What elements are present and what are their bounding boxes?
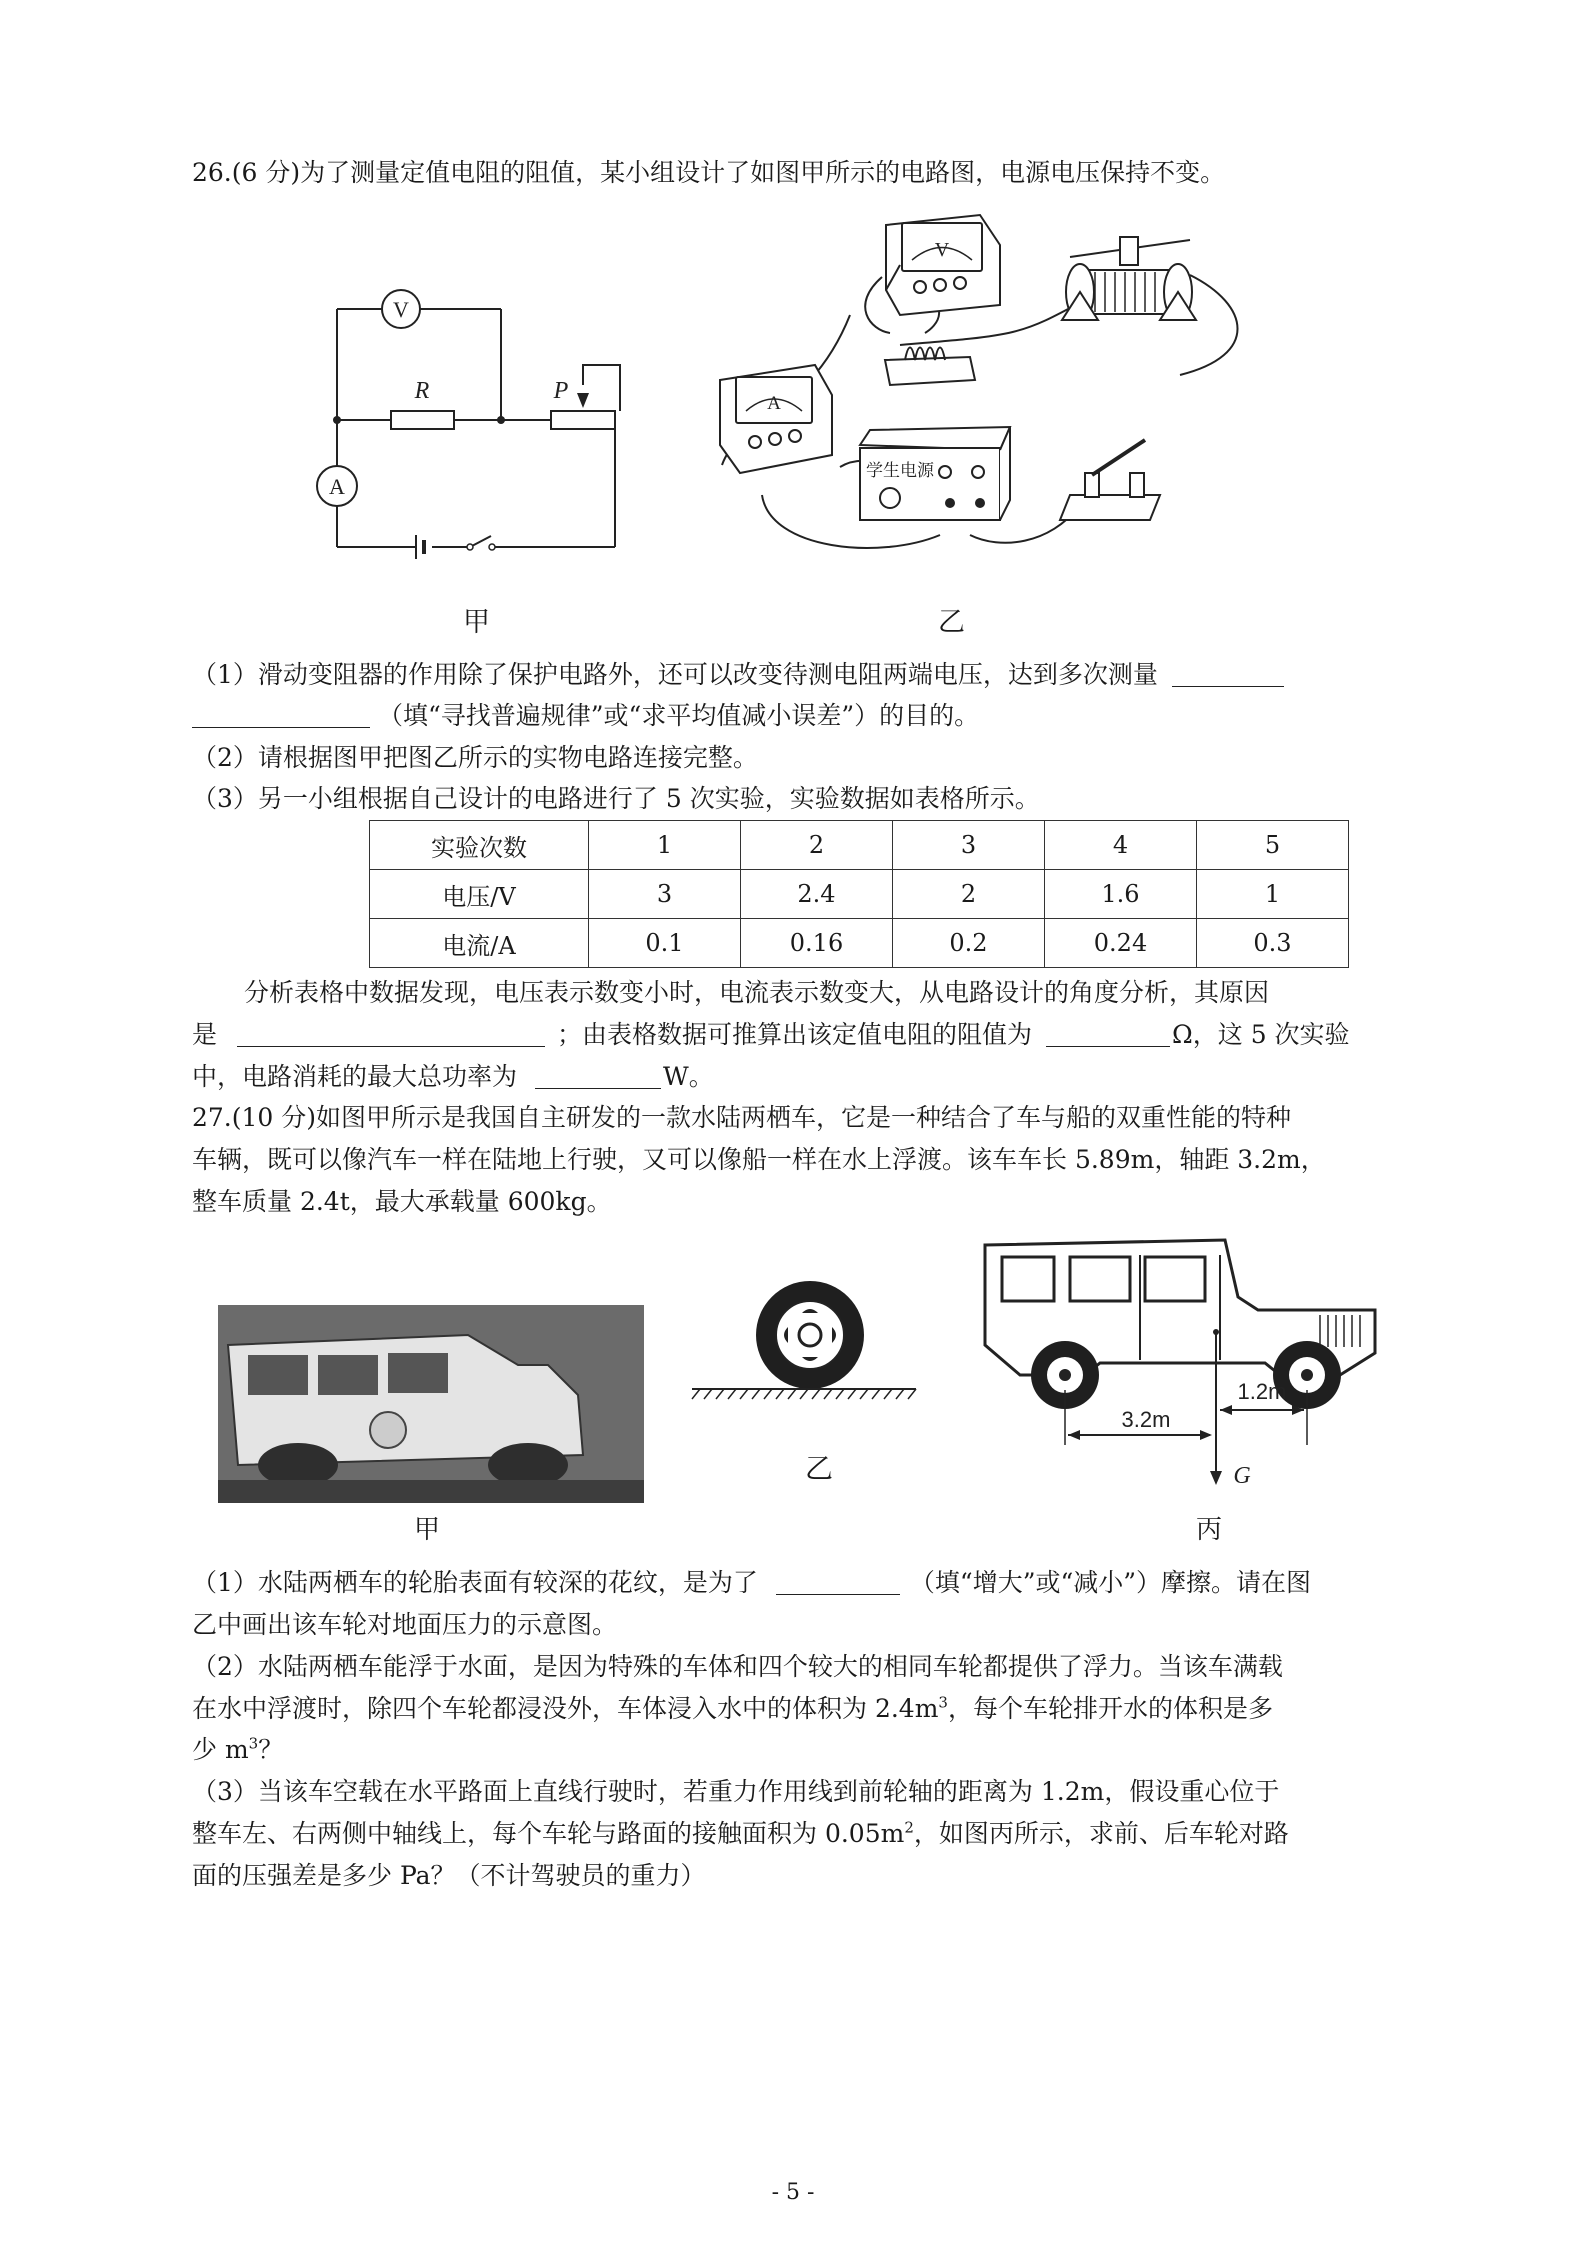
q26-part1-line1 xyxy=(192,658,1284,692)
physical-circuit-yi xyxy=(700,205,1300,565)
resistor-board xyxy=(885,348,975,386)
q26-analysis-text-c1: 中，电路消耗的最大总功率为 xyxy=(192,1062,518,1091)
circuit-diagram-jia xyxy=(310,285,640,575)
superscript: 2 xyxy=(904,1818,914,1837)
table-row-header: 电流/A xyxy=(370,919,589,968)
table-row xyxy=(370,870,1349,919)
q27-part3-line3: 面的压强差是多少 Pa？（不计驾驶员的重力） xyxy=(192,1861,706,1890)
q27-part2-text-b2: ，每个车轮排开水的体积是多 xyxy=(947,1694,1273,1723)
superscript: 3 xyxy=(938,1693,948,1712)
front-distance-label: 1.2m xyxy=(1237,1379,1287,1404)
q26-analysis-text-b3: Ω，这 5 次实验 xyxy=(1172,1020,1350,1049)
table-cell: 3 xyxy=(589,870,741,919)
q27-fig-yi-caption: 乙 xyxy=(805,1452,834,1485)
table-cell: 1 xyxy=(1197,870,1349,919)
fig-jia-caption: 甲 xyxy=(463,607,490,638)
q27-part2-text-c2: ？ xyxy=(258,1735,284,1764)
q27-part2-line1: （2）水陆两栖车能浮于水面，是因为特殊的车体和四个较大的相同车轮都提供了浮力。当该车满载 xyxy=(192,1652,1283,1681)
answer-blank-2[interactable] xyxy=(237,1020,545,1047)
q27-line3: 整车质量 2.4t，最大承载量 600kg。 xyxy=(192,1187,612,1216)
q26-analysis-line1: 分析表格中数据发现，电压表示数变小时，电流表示数变大，从电路设计的角度分析，其原因 xyxy=(244,978,1270,1007)
q27-part3-line2 xyxy=(192,1817,1289,1851)
q26-part1-text-b: （填“寻找普遍规律”或“求平均值减小误差”）的目的。 xyxy=(378,701,980,730)
vehicle-dimension-diagram xyxy=(980,1235,1380,1505)
table-cell: 0.2 xyxy=(893,919,1045,968)
q27-part2-text-b1: 在水中浮渡时，除四个车轮都浸没外，车体浸入水中的体积为 2.4m xyxy=(192,1694,939,1723)
q26-analysis-line3 xyxy=(192,1060,714,1094)
voltmeter-device-label: V xyxy=(934,239,950,261)
table-row-header: 实验次数 xyxy=(370,821,589,870)
q27-part1-line2: 乙中画出该车轮对地面压力的示意图。 xyxy=(192,1610,618,1639)
table-cell: 0.16 xyxy=(741,919,893,968)
q26-analysis-text-c2: W。 xyxy=(663,1062,714,1091)
voltmeter-device xyxy=(886,215,1000,315)
q26-title: 26.(6 分)为了测量定值电阻的阻值，某小组设计了如图甲所示的电路图，电源电压保持不变。 xyxy=(192,158,1226,187)
table-cell: 2 xyxy=(741,821,893,870)
table-cell: 0.24 xyxy=(1045,919,1197,968)
wheel-on-ground-diagram xyxy=(690,1275,920,1420)
table-cell: 0.3 xyxy=(1197,919,1349,968)
table-cell: 4 xyxy=(1045,821,1197,870)
q27-part1-text-a1: （1）水陆两栖车的轮胎表面有较深的花纹，是为了 xyxy=(192,1568,758,1597)
q26-part1-line2 xyxy=(192,699,979,733)
q27-part1-text-a2: （填“增大”或“减小”）摩擦。请在图 xyxy=(909,1568,1312,1597)
q27-part2-line3 xyxy=(192,1733,283,1767)
answer-blank-3[interactable] xyxy=(1046,1020,1170,1047)
ammeter-label: A xyxy=(329,474,345,499)
q27-part3-text-b1: 整车左、右两侧中轴线上，每个车轮与路面的接触面积为 0.05m xyxy=(192,1819,905,1848)
q26-analysis-text-b1: 是 xyxy=(192,1020,218,1049)
q27-fig-bing-caption: 丙 xyxy=(1196,1515,1223,1545)
q27-part2-text-c1: 少 m xyxy=(192,1735,249,1764)
q27-part3-text-b2: ，如图丙所示，求前、后车轮对路 xyxy=(913,1819,1289,1848)
answer-blank-1-cont[interactable] xyxy=(192,701,370,728)
q27-part1-line1 xyxy=(192,1566,1311,1600)
ammeter-device xyxy=(720,365,832,473)
q26-analysis-line2 xyxy=(192,1018,1350,1052)
switch-device xyxy=(1060,440,1160,520)
q27-part3-line1: （3）当该车空载在水平路面上直线行驶时，若重力作用线到前轮轴的距离为 1.2m，假设重心位于 xyxy=(192,1777,1280,1806)
page-number: - 5 - xyxy=(771,2180,815,2205)
ammeter-device-label: A xyxy=(767,393,781,414)
q27-fig-jia-caption: 甲 xyxy=(414,1515,441,1545)
table-cell: 1.6 xyxy=(1045,870,1197,919)
q26-part3: （3）另一小组根据自己设计的电路进行了 5 次实验，实验数据如表格所示。 xyxy=(192,784,1040,813)
voltmeter-label: V xyxy=(393,297,409,322)
answer-blank-4[interactable] xyxy=(535,1062,661,1089)
table-cell: 1 xyxy=(589,821,741,870)
q26-part2: （2）请根据图甲把图乙所示的实物电路连接完整。 xyxy=(192,743,758,772)
rheostat-device xyxy=(1062,237,1196,320)
q27-line2: 车辆，既可以像汽车一样在陆地上行驶，又可以像船一样在水上浮渡。该车车长 5.89m，轴距 3.2m， xyxy=(192,1145,1326,1174)
table-cell: 2.4 xyxy=(741,870,893,919)
amphibious-vehicle-photo xyxy=(218,1305,644,1503)
q26-analysis-text-b2: ；由表格数据可推算出该定值电阻的阻值为 xyxy=(557,1020,1033,1049)
q27-part2-line2 xyxy=(192,1692,1273,1726)
superscript: 3 xyxy=(248,1734,259,1753)
table-row xyxy=(370,919,1349,968)
table-cell: 2 xyxy=(893,870,1045,919)
resistor-label: R xyxy=(414,378,430,404)
gravity-label: G xyxy=(1233,1463,1251,1489)
table-cell: 5 xyxy=(1197,821,1349,870)
table-row-header: 电压/V xyxy=(370,870,589,919)
fig-yi-caption: 乙 xyxy=(938,607,965,638)
table-row xyxy=(370,821,1349,870)
answer-blank-5[interactable] xyxy=(776,1568,900,1595)
table-cell: 0.1 xyxy=(589,919,741,968)
table-cell: 3 xyxy=(893,821,1045,870)
q26-part1-text-a: （1）滑动变阻器的作用除了保护电路外，还可以改变待测电阻两端电压，达到多次测量 xyxy=(192,660,1158,689)
experiment-data-table xyxy=(369,820,1349,968)
q27-line1: 27.(10 分)如图甲所示是我国自主研发的一款水陆两栖车，它是一种结合了车与船的双重性能的特种 xyxy=(192,1103,1292,1132)
answer-blank-1[interactable] xyxy=(1172,660,1284,687)
rheostat-label: P xyxy=(553,378,569,404)
wheelbase-label: 3.2m xyxy=(1121,1407,1171,1432)
power-supply-label: 学生电源 xyxy=(866,461,934,481)
